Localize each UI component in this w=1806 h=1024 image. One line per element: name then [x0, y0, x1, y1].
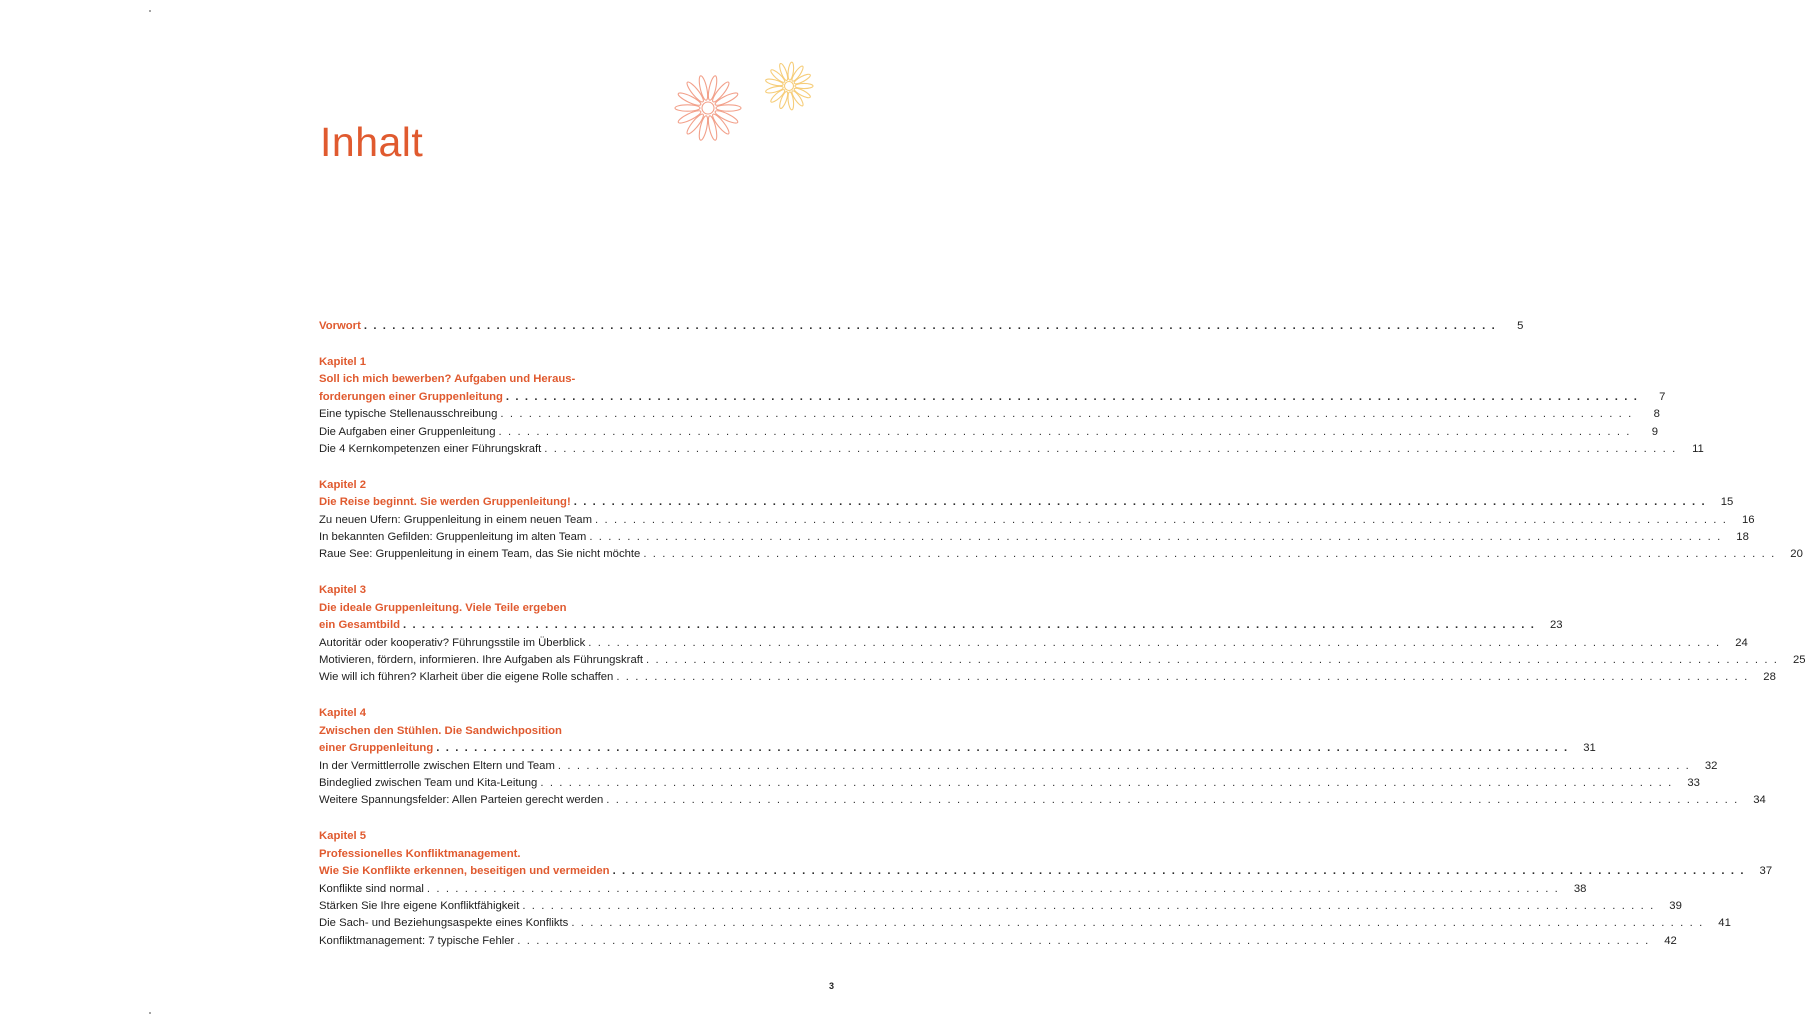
dot-leader: . . . . . . . . . . . . . . . . . . . . . . . . . . . . . . . . . . . . . . . . . . . . . . . . . . . . . . . . . . . . . . . . . . . . . . . . . . . . . . . . . . . . . . . . . . . . . . . . . . . . . . . . . . . . . . . . . . . . . . . . — [606, 794, 1739, 807]
toc-entry[interactable] — [319, 881, 1587, 898]
dot-leader: . . . . . . . . . . . . . . . . . . . . . . . . . . . . . . . . . . . . . . . . . . . . . . . . . . . . . . . . . . . . . . . . . . . . . . . . . . . . . . . . . . . . . . . . . . . . . . . . . . . . . . . . . . . . . . . . . . . . . . . . — [646, 654, 1779, 667]
dot-leader: . . . . . . . . . . . . . . . . . . . . . . . . . . . . . . . . . . . . . . . . . . . . . . . . . . . . . . . . . . . . . . . . . . . . . . . . . . . . . . . . . . . . . . . . . . . . . . . . . . . . . . . . . . . . . . . . . . . . . . . . — [616, 671, 1749, 684]
toc-entry[interactable] — [319, 494, 1734, 511]
dot-leader: . . . . . . . . . . . . . . . . . . . . . . . . . . . . . . . . . . . . . . . . . . . . . . . . . . . . . . . . . . . . . . . . . . . . . . . . . . . . . . . . . . . . . . . . . . . . . . . . . . . . . . . . . . . . . . . . . . . . . . . . — [505, 390, 1639, 403]
toc-entry-title: Die ideale Gruppenleitung. Viele Teile ergeben — [319, 601, 567, 614]
toc-entry-title: Wie Sie Konflikte erkennen, beseitigen und vermeiden — [319, 865, 610, 878]
toc-section — [319, 828, 1773, 950]
toc-entry-page: 11 — [1692, 442, 1704, 455]
toc-section — [319, 582, 1806, 686]
toc-entry-title: Konflikte sind normal — [319, 882, 424, 895]
toc-entry-title: Autoritär oder kooperativ? Führungsstile im Überblick — [319, 636, 586, 649]
toc-entry-title: forderungen einer Gruppenleitung — [319, 390, 503, 403]
toc-entry[interactable] — [319, 512, 1755, 529]
toc-entry[interactable] — [319, 740, 1596, 757]
toc-entry-title: Kapitel 2 — [319, 478, 367, 491]
toc-entry[interactable] — [319, 546, 1803, 563]
toc-entry-page: 7 — [1659, 390, 1666, 403]
dot-leader: . . . . . . . . . . . . . . . . . . . . . . . . . . . . . . . . . . . . . . . . . . . . . . . . . . . . . . . . . . . . . . . . . . . . . . . . . . . . . . . . . . . . . . . . . . . . . . . . . . . . . . . . . . . . . . . . . . . . . . . . — [436, 742, 1569, 755]
toc-entry-title: In der Vermittlerrolle zwischen Eltern und Team — [319, 759, 555, 772]
toc-entry-page: 18 — [1736, 531, 1749, 544]
dot-leader: . . . . . . . . . . . . . . . . . . . . . . . . . . . . . . . . . . . . . . . . . . . . . . . . . . . . . . . . . . . . . . . . . . . . . . . . . . . . . . . . . . . . . . . . . . . . . . . . . . . . . . . . . . . . . . . . . . . . . . . . — [544, 442, 1677, 455]
toc-section — [319, 354, 1704, 458]
toc-entry-title: Die Sach- und Beziehungsaspekte eines Konflikts — [319, 917, 569, 930]
dot-leader: . . . . . . . . . . . . . . . . . . . . . . . . . . . . . . . . . . . . . . . . . . . . . . . . . . . . . . . . . . . . . . . . . . . . . . . . . . . . . . . . . . . . . . . . . . . . . . . . . . . . . . . . . . . . . . . . . . . . . . . . — [571, 917, 1704, 930]
toc-entry[interactable] — [319, 477, 737, 494]
toc-entry-title: Konfliktmanagement: 7 typische Fehler — [319, 934, 515, 947]
toc-entry[interactable] — [319, 652, 1806, 669]
toc-entry-page: 33 — [1687, 776, 1700, 789]
toc-entry[interactable] — [319, 354, 737, 371]
toc-entry-title: Stärken Sie Ihre eigene Konfliktfähigkeit — [319, 899, 520, 912]
toc-entry[interactable] — [319, 775, 1700, 792]
toc-entry-title: In bekannten Gefilden: Gruppenleitung im alten Team — [319, 531, 587, 544]
toc-entry[interactable] — [319, 792, 1766, 809]
section-gap — [319, 687, 737, 706]
crop-mark-top — [149, 10, 151, 12]
toc-entry[interactable] — [319, 846, 737, 863]
page-number: 3 — [829, 981, 835, 991]
toc-entry[interactable] — [319, 600, 737, 617]
section-gap — [319, 458, 737, 477]
toc-entry-page: 24 — [1735, 636, 1748, 649]
flower-large-icon — [675, 75, 741, 141]
toc-entry-page: 38 — [1573, 882, 1587, 895]
toc-entry-title: Raue See: Gruppenleitung in einem Team, das Sie nicht möchte — [319, 548, 641, 561]
toc-entry[interactable] — [319, 723, 737, 740]
dot-leader: . . . . . . . . . . . . . . . . . . . . . . . . . . . . . . . . . . . . . . . . . . . . . . . . . . . . . . . . . . . . . . . . . . . . . . . . . . . . . . . . . . . . . . . . . . . . . . . . . . . . . . . . . . . . . . . . . . . . . . . . — [402, 619, 1536, 632]
toc-entry[interactable] — [319, 898, 1682, 915]
toc-entry-title: Die Reise beginnt. Sie werden Gruppenleitung! — [319, 496, 571, 509]
toc-entry-title: Professionelles Konfliktmanagement. — [319, 847, 521, 860]
toc-entry-title: einer Gruppenleitung — [319, 742, 434, 755]
dot-leader: . . . . . . . . . . . . . . . . . . . . . . . . . . . . . . . . . . . . . . . . . . . . . . . . . . . . . . . . . . . . . . . . . . . . . . . . . . . . . . . . . . . . . . . . . . . . . . . . . . . . . . . . . . . . . . . . . . . . . . . . — [557, 759, 1691, 772]
toc-entry-page: 34 — [1753, 794, 1766, 807]
toc-entry-page: 8 — [1653, 408, 1660, 421]
section-gap — [319, 335, 737, 354]
toc-entry[interactable] — [319, 758, 1718, 775]
section-gap — [319, 810, 737, 829]
toc-entry[interactable] — [319, 635, 1748, 652]
toc-entry-title: Eine typische Stellenausschreibung — [319, 408, 498, 421]
toc-entry[interactable] — [319, 828, 737, 845]
toc-section — [319, 318, 1524, 335]
toc-section — [319, 705, 1766, 809]
flower-icons — [670, 58, 820, 148]
toc-entry-title: Weitere Spannungsfelder: Allen Parteien gerecht werden — [319, 794, 604, 807]
table-of-contents — [319, 318, 1806, 950]
toc-entry-title: Die Aufgaben einer Gruppenleitung — [319, 425, 496, 438]
toc-entry-title: Kapitel 3 — [319, 584, 367, 597]
toc-entry-title: Bindeglied zwischen Team und Kita-Leitung — [319, 776, 538, 789]
dot-leader: . . . . . . . . . . . . . . . . . . . . . . . . . . . . . . . . . . . . . . . . . . . . . . . . . . . . . . . . . . . . . . . . . . . . . . . . . . . . . . . . . . . . . . . . . . . . . . . . . . . . . . . . . . . . . . . . . . . . . . . . — [588, 636, 1721, 649]
toc-entry[interactable] — [319, 529, 1749, 546]
toc-entry-page: 23 — [1549, 619, 1563, 632]
toc-entry-page: 32 — [1704, 759, 1718, 772]
dot-leader: . . . . . . . . . . . . . . . . . . . . . . . . . . . . . . . . . . . . . . . . . . . . . . . . . . . . . . . . . . . . . . . . . . . . . . . . . . . . . . . . . . . . . . . . . . . . . . . . . . . . . . . . . . . . . . . . . . . . . . . . — [612, 865, 1746, 878]
toc-entry-title: ein Gesamtbild — [319, 619, 400, 632]
toc-entry-page: 20 — [1790, 548, 1803, 561]
section-gap — [319, 564, 737, 583]
dot-leader: . . . . . . . . . . . . . . . . . . . . . . . . . . . . . . . . . . . . . . . . . . . . . . . . . . . . . . . . . . . . . . . . . . . . . . . . . . . . . . . . . . . . . . . . . . . . . . . . . . . . . . . . . . . . . . . . . . . . . . . . — [363, 320, 1497, 332]
dot-leader: . . . . . . . . . . . . . . . . . . . . . . . . . . . . . . . . . . . . . . . . . . . . . . . . . . . . . . . . . . . . . . . . . . . . . . . . . . . . . . . . . . . . . . . . . . . . . . . . . . . . . . . . . . . . . . . . . . . . . . . . — [573, 496, 1707, 509]
toc-entry-title: Kapitel 5 — [319, 830, 367, 843]
toc-entry-title: Vorwort — [319, 320, 361, 332]
toc-entry-page: 5 — [1517, 320, 1524, 332]
toc-entry-page: 31 — [1583, 742, 1596, 755]
dot-leader: . . . . . . . . . . . . . . . . . . . . . . . . . . . . . . . . . . . . . . . . . . . . . . . . . . . . . . . . . . . . . . . . . . . . . . . . . . . . . . . . . . . . . . . . . . . . . . . . . . . . . . . . . . . . . . . . . . . . . . . . — [589, 531, 1722, 544]
toc-entry-title: Motivieren, fördern, informieren. Ihre Aufgaben als Führungskraft — [319, 654, 644, 667]
toc-entry-title: Kapitel 4 — [319, 707, 367, 720]
dot-leader: . . . . . . . . . . . . . . . . . . . . . . . . . . . . . . . . . . . . . . . . . . . . . . . . . . . . . . . . . . . . . . . . . . . . . . . . . . . . . . . . . . . . . . . . . . . . . . . . . . . . . . . . . . . . . . . . . . . . . . . . — [594, 513, 1728, 526]
toc-section — [319, 477, 1803, 564]
dot-leader: . . . . . . . . . . . . . . . . . . . . . . . . . . . . . . . . . . . . . . . . . . . . . . . . . . . . . . . . . . . . . . . . . . . . . . . . . . . . . . . . . . . . . . . . . . . . . . . . . . . . . . . . . . . . . . . . . . . . . . . . — [426, 882, 1560, 895]
toc-entry-title: Zu neuen Ufern: Gruppenleitung in einem neuen Team — [319, 513, 592, 526]
toc-entry[interactable] — [319, 933, 1677, 950]
toc-entry-page: 25 — [1792, 654, 1806, 667]
crop-mark-bottom — [149, 1012, 151, 1014]
toc-entry[interactable] — [319, 582, 737, 599]
dot-leader: . . . . . . . . . . . . . . . . . . . . . . . . . . . . . . . . . . . . . . . . . . . . . . . . . . . . . . . . . . . . . . . . . . . . . . . . . . . . . . . . . . . . . . . . . . . . . . . . . . . . . . . . . . . . . . . . . . . . . . . . — [498, 425, 1632, 438]
toc-entry-title: Die 4 Kernkompetenzen einer Führungskraft — [319, 442, 542, 455]
toc-entry[interactable] — [319, 424, 1659, 441]
toc-entry[interactable] — [319, 371, 737, 388]
toc-entry[interactable] — [319, 705, 737, 722]
toc-entry[interactable] — [319, 617, 1563, 634]
toc-entry-title: Zwischen den Stühlen. Die Sandwichposition — [319, 724, 562, 737]
toc-entry[interactable] — [319, 406, 1660, 423]
toc-entry[interactable] — [319, 318, 1524, 335]
dot-leader: . . . . . . . . . . . . . . . . . . . . . . . . . . . . . . . . . . . . . . . . . . . . . . . . . . . . . . . . . . . . . . . . . . . . . . . . . . . . . . . . . . . . . . . . . . . . . . . . . . . . . . . . . . . . . . . . . . . . . . . . — [517, 934, 1650, 947]
toc-entry-page: 15 — [1720, 496, 1734, 509]
toc-entry[interactable] — [319, 915, 1731, 932]
page-title: Inhalt — [320, 119, 424, 165]
toc-entry[interactable] — [319, 863, 1773, 880]
toc-entry-page: 37 — [1759, 865, 1773, 878]
toc-entry-page: 39 — [1669, 899, 1682, 912]
dot-leader: . . . . . . . . . . . . . . . . . . . . . . . . . . . . . . . . . . . . . . . . . . . . . . . . . . . . . . . . . . . . . . . . . . . . . . . . . . . . . . . . . . . . . . . . . . . . . . . . . . . . . . . . . . . . . . . . . . . . . . . . — [500, 408, 1633, 421]
toc-entry-page: 42 — [1664, 934, 1677, 947]
toc-entry[interactable] — [319, 669, 1776, 686]
dot-leader: . . . . . . . . . . . . . . . . . . . . . . . . . . . . . . . . . . . . . . . . . . . . . . . . . . . . . . . . . . . . . . . . . . . . . . . . . . . . . . . . . . . . . . . . . . . . . . . . . . . . . . . . . . . . . . . . . . . . . . . . — [522, 899, 1655, 912]
toc-entry-page: 16 — [1741, 513, 1755, 526]
dot-leader: . . . . . . . . . . . . . . . . . . . . . . . . . . . . . . . . . . . . . . . . . . . . . . . . . . . . . . . . . . . . . . . . . . . . . . . . . . . . . . . . . . . . . . . . . . . . . . . . . . . . . . . . . . . . . . . . . . . . . . . . — [643, 548, 1776, 561]
toc-entry-title: Wie will ich führen? Klarheit über die eigene Rolle schaffen — [319, 671, 614, 684]
toc-entry[interactable] — [319, 441, 1704, 458]
toc-entry[interactable] — [319, 389, 1666, 406]
toc-entry-page: 41 — [1718, 917, 1731, 930]
toc-entry-title: Soll ich mich bewerben? Aufgaben und Heraus- — [319, 373, 576, 386]
toc-entry-title: Kapitel 1 — [319, 355, 367, 368]
toc-entry-page: 28 — [1763, 671, 1776, 684]
flower-small-icon — [765, 62, 813, 110]
toc-entry-page: 9 — [1651, 425, 1659, 438]
dot-leader: . . . . . . . . . . . . . . . . . . . . . . . . . . . . . . . . . . . . . . . . . . . . . . . . . . . . . . . . . . . . . . . . . . . . . . . . . . . . . . . . . . . . . . . . . . . . . . . . . . . . . . . . . . . . . . . . . . . . . . . . — [540, 776, 1673, 789]
